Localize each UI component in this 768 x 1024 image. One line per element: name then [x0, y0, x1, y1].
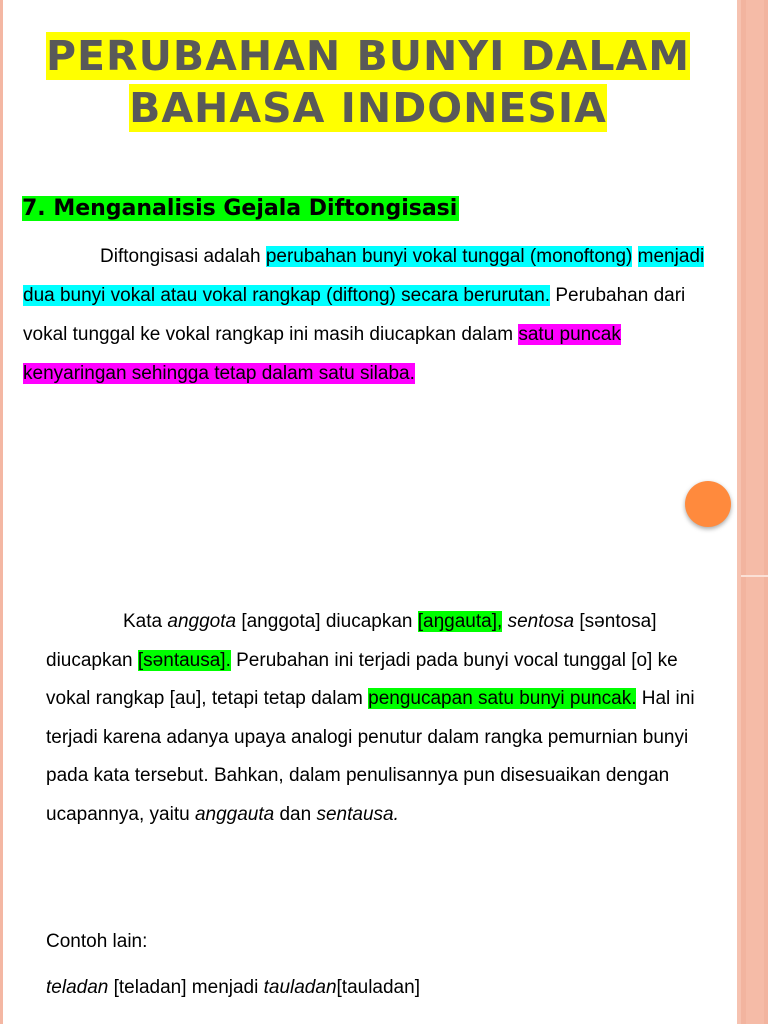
section-heading	[22, 193, 459, 225]
para2-text-5: Perubahan ini terjadi pada bunyi vocal tunggal [o] ke vokal rangkap [au], tetapi tetap dalam	[46, 649, 678, 709]
title-line-2: BAHASA INDONESIA	[129, 84, 607, 132]
definition-paragraph	[23, 237, 713, 393]
orange-circle-marker	[685, 481, 731, 527]
example-paragraph	[46, 603, 706, 834]
para2-highlight-green-1: [aŋgauta],	[417, 611, 503, 632]
title-line-1: PERUBAHAN BUNYI DALAM	[45, 32, 691, 80]
para1-highlight-cyan-2: menjadi dua bunyi vokal atau vokal rangkap (diftong) secara berurutan.	[23, 246, 705, 306]
para1-middle: Perubahan dari vokal tunggal ke vokal rangkap ini masih diucapkan dalam	[23, 285, 686, 345]
example-new-word: tauladan	[263, 977, 337, 998]
para2-text-4: [səntosa] diucapkan	[46, 611, 657, 671]
section-heading-text: 7. Menganalisis Gejala Diftongisasi	[22, 196, 458, 221]
examples-label: Contoh lain:	[46, 931, 148, 952]
example-word: teladan	[46, 977, 109, 998]
left-border-stripe	[0, 0, 3, 1024]
examples-block	[46, 924, 706, 1006]
page-title	[20, 30, 716, 134]
para1-highlight-cyan-1: perubahan bunyi vokal tunggal (monoftong)	[265, 246, 633, 267]
para2-text-7: dan	[274, 803, 317, 825]
border-divider	[741, 575, 768, 577]
para2-italic-1: anggota	[167, 611, 237, 632]
example-item	[46, 970, 706, 1006]
para2-text-6: Hal ini terjadi karena adanya upaya analogi penutur dalam rangka pemurnian bunyi pada kata tersebut. Bahkan, dalam penulisannya pun disesuaikan dengan ucapannya, yaitu	[46, 688, 695, 825]
para2-text-1: Kata	[123, 611, 168, 632]
spacer	[46, 960, 706, 970]
para2-italic-3: anggauta	[194, 803, 275, 825]
para2-text-2: [anggota] diucapkan	[236, 611, 418, 632]
para2-italic-4: sentausa.	[316, 803, 399, 825]
para2-italic-2: sentosa	[507, 611, 575, 632]
right-border-stripe-center	[746, 0, 764, 1024]
example-end: [tauladan]	[336, 977, 420, 998]
para1-lead: Diftongisasi adalah	[100, 246, 266, 267]
para1-highlight-magenta: satu puncak kenyaringan sehingga tetap dalam satu silaba.	[23, 324, 621, 384]
example-mid: [teladan] menjadi	[108, 977, 264, 998]
para2-highlight-green-3: pengucapan satu bunyi puncak.	[368, 688, 637, 709]
para2-highlight-green-2: [səntausa].	[137, 649, 231, 671]
